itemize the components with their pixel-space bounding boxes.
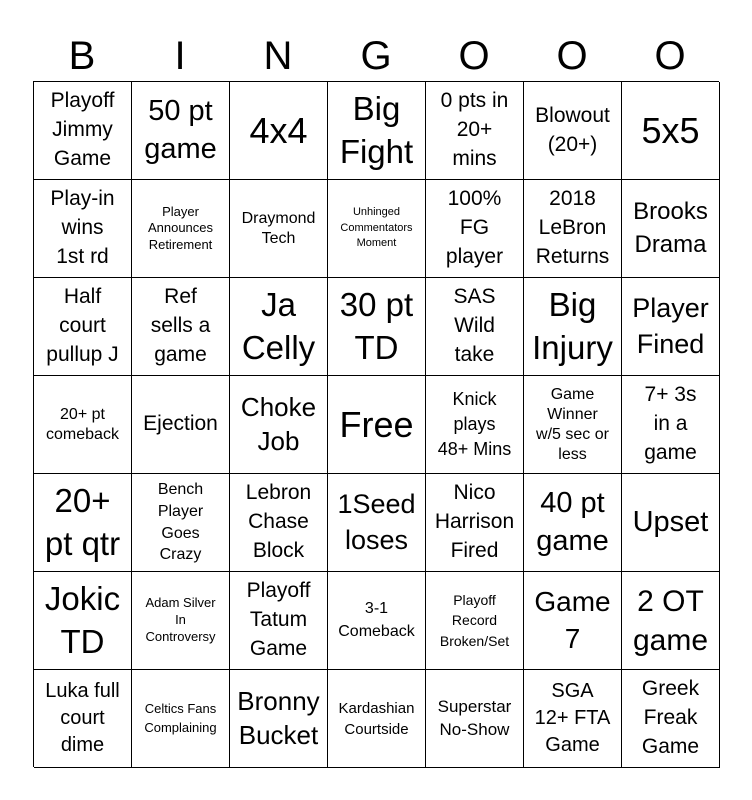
cell-text: 30 pt TD <box>339 285 414 366</box>
bingo-cell[interactable] <box>524 180 622 278</box>
bingo-cell[interactable] <box>622 474 720 572</box>
cell-text: 20+ pt qtr <box>44 481 121 562</box>
bingo-cell[interactable] <box>230 278 328 376</box>
bingo-cell[interactable] <box>230 670 328 768</box>
bingo-cell[interactable] <box>524 572 622 670</box>
cell-text: Player Announces Retirement <box>147 204 214 252</box>
bingo-cell[interactable] <box>132 278 230 376</box>
bingo-cell[interactable] <box>34 474 132 572</box>
cell-text: Kardashian Courtside <box>338 699 415 738</box>
header-letter: O <box>458 34 490 78</box>
bingo-cell[interactable] <box>328 180 426 278</box>
cell-text: 40 pt game <box>536 486 609 557</box>
bingo-cell[interactable] <box>132 670 230 768</box>
cell-text: Playoff Jimmy Game <box>50 89 115 170</box>
cell-text: Nico Harrison Fired <box>434 481 515 562</box>
bingo-cell[interactable] <box>34 376 132 474</box>
cell-text: Ejection <box>143 412 218 436</box>
bingo-cell[interactable] <box>328 376 426 474</box>
bingo-cell[interactable] <box>34 180 132 278</box>
bingo-board <box>33 81 719 767</box>
bingo-header <box>33 30 719 82</box>
cell-text: Ref sells a game <box>150 285 211 366</box>
cell-text: Player Fined <box>632 293 709 359</box>
bingo-cell[interactable] <box>328 474 426 572</box>
cell-text: Luka full court dime <box>45 680 120 756</box>
bingo-cell[interactable] <box>524 670 622 768</box>
cell-text: 2018 LeBron Returns <box>535 187 610 268</box>
bingo-cell[interactable] <box>524 376 622 474</box>
bingo-cell[interactable] <box>230 376 328 474</box>
cell-text: Ja Celly <box>241 285 316 366</box>
cell-text: Choke Job <box>240 391 317 456</box>
bingo-cell[interactable] <box>328 572 426 670</box>
bingo-cell[interactable] <box>34 670 132 768</box>
bingo-cell[interactable] <box>132 180 230 278</box>
cell-text: 1Seed loses <box>337 489 416 555</box>
bingo-cell[interactable] <box>328 670 426 768</box>
cell-text: 5x5 <box>641 109 700 151</box>
bingo-cell[interactable] <box>34 278 132 376</box>
cell-text: Big Injury <box>532 285 613 366</box>
cell-text: Lebron Chase Block <box>245 481 312 562</box>
bingo-cell[interactable] <box>328 82 426 180</box>
bingo-cell[interactable] <box>426 474 524 572</box>
cell-text: Free <box>339 403 414 445</box>
bingo-cell[interactable] <box>132 82 230 180</box>
cell-text: 3-1 Comeback <box>338 600 415 640</box>
cell-text: Play-in wins 1st rd <box>50 187 115 268</box>
bingo-cell[interactable] <box>622 376 720 474</box>
bingo-cell[interactable] <box>426 180 524 278</box>
bingo-cell[interactable] <box>230 180 328 278</box>
cell-text: Greek Freak Game <box>641 677 700 758</box>
cell-text: 50 pt game <box>144 94 217 165</box>
cell-text: Playoff Record Broken/Set <box>439 592 510 649</box>
cell-text: Celtics Fans Complaining <box>144 700 217 735</box>
cell-text: 20+ pt comeback <box>46 405 119 443</box>
bingo-cell[interactable] <box>230 572 328 670</box>
bingo-cell[interactable] <box>230 474 328 572</box>
cell-text: SAS Wild take <box>453 285 496 366</box>
header-letter: G <box>360 34 392 78</box>
bingo-cell[interactable] <box>34 572 132 670</box>
bingo-cell[interactable] <box>426 670 524 768</box>
cell-text: Superstar No-Show <box>437 696 512 739</box>
cell-text: Draymond Tech <box>241 209 316 247</box>
bingo-cell[interactable] <box>622 82 720 180</box>
bingo-cell[interactable] <box>34 82 132 180</box>
bingo-cell[interactable] <box>132 376 230 474</box>
cell-text: 0 pts in 20+ mins <box>440 89 509 170</box>
header-letter: O <box>654 34 686 78</box>
bingo-cell[interactable] <box>622 670 720 768</box>
cell-text: Bench Player Goes Crazy <box>157 481 204 564</box>
cell-text: SGA 12+ FTA Game <box>534 680 611 756</box>
header-letter: O <box>556 34 588 78</box>
bingo-cell[interactable] <box>132 572 230 670</box>
bingo-cell[interactable] <box>426 278 524 376</box>
bingo-cell[interactable] <box>622 278 720 376</box>
cell-text: Upset <box>632 505 709 538</box>
bingo-cell[interactable] <box>524 474 622 572</box>
bingo-cell[interactable] <box>426 376 524 474</box>
cell-text: Playoff Tatum Game <box>246 579 311 660</box>
bingo-cell[interactable] <box>524 82 622 180</box>
cell-text: Unhinged Commentators Moment <box>340 206 413 250</box>
header-letter: I <box>174 34 186 78</box>
bingo-cell[interactable] <box>230 82 328 180</box>
cell-text: 100% FG player <box>445 187 504 268</box>
cell-text: Blowout (20+) <box>535 103 610 156</box>
cell-text: 2 OT game <box>632 584 709 657</box>
cell-text: Bronny Bucket <box>237 685 320 750</box>
bingo-cell[interactable] <box>622 180 720 278</box>
cell-text: Game 7 <box>534 586 611 654</box>
cell-text: Knick plays 48+ Mins <box>437 388 512 460</box>
bingo-cell[interactable] <box>426 82 524 180</box>
cell-text: Game Winner w/5 sec or less <box>536 385 609 463</box>
bingo-cell[interactable] <box>524 278 622 376</box>
bingo-cell[interactable] <box>426 572 524 670</box>
header-letter: N <box>263 34 293 78</box>
cell-text: 4x4 <box>249 109 308 151</box>
cell-text: 7+ 3s in a game <box>644 383 697 464</box>
cell-text: Brooks Drama <box>633 198 708 258</box>
cell-text: Jokic TD <box>44 579 121 660</box>
bingo-cell[interactable] <box>132 474 230 572</box>
bingo-cell[interactable] <box>622 572 720 670</box>
cell-text: Half court pullup J <box>46 285 119 366</box>
cell-text: Big Fight <box>339 89 414 170</box>
cell-text: Adam Silver In Controversy <box>145 595 216 644</box>
bingo-cell[interactable] <box>328 278 426 376</box>
header-letter: B <box>68 34 96 78</box>
